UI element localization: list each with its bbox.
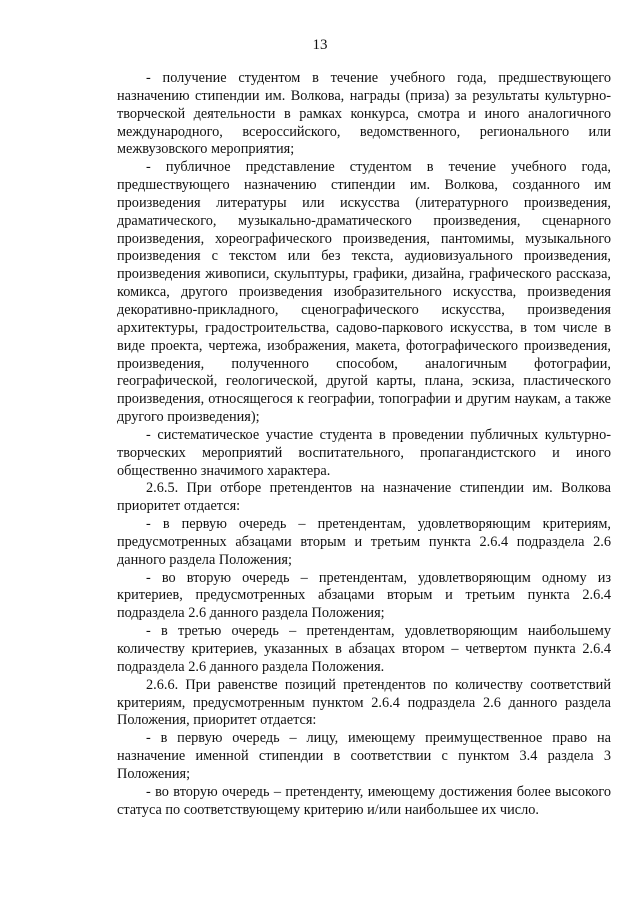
paragraph-tie-first: - в первую очередь – лицу, имеющему преимущественное право на назначение именной стипендии в соответствии с пунктом 3.4 раздела 3 Положения; <box>117 730 611 782</box>
paragraph-priority-second: - во вторую очередь – претендентам, удовлетворяющим одному из критериев, предусмотренных абзацами вторым и третьим пункта 2.6.4 подраздела 2.6 данного раздела Положения; <box>117 569 611 622</box>
paragraph-clause-2-6-5: 2.6.5. При отборе претендентов на назначение стипендии им. Волкова приоритет отдается: <box>117 480 611 515</box>
paragraph-clause-2-6-6: 2.6.6. При равенстве позиций претендентов по количеству соответствий критериям, предусмотренным пунктом 2.6.4 подраздела 2.6 данного раздела Положения, приоритет отдается: <box>117 676 611 729</box>
paragraph-public-presentation-criterion: - публичное представление студентом в течение учебного года, предшествующего назначению стипендии им. Волкова, созданного им произведения литературы или искусства (литературного произведения, драматического, музыкально-драматического произведения, сценарного произведения, хореографического произведения, пантомимы, музыкального произведения с текстом или без текста, аудиовизуального произведения, произведения живописи, скульптуры, графики, дизайна, графического рассказа, комикса, другого произведения изобразительного искусства, произведения декоративно-прикладного, сценографического искусства, произведения архитектуры, градостроительства, садово-паркового искусства, в том числе в виде проекта, чертежа, изображения, макета, фотографического произведения, произведения, полученного способом, аналогичным фотографии, географической, геологической, другой карты, плана, эскиза, пластического произведения, относящегося к географии, топографии и другим наукам, а также другого произведения); <box>117 159 611 426</box>
paragraph-systematic-participation-criterion: - систематическое участие студента в проведении публичных культурно-творческих мероприятий воспитательного, пропагандистского и иного общественно значимого характера. <box>117 426 611 479</box>
document-body <box>117 70 611 819</box>
paragraph-tie-second: - во вторую очередь – претенденту, имеющему достижения более высокого статуса по соответствующему критерию и/или наибольшее их число. <box>117 783 611 818</box>
paragraph-priority-third: - в третью очередь – претендентам, удовлетворяющим наибольшему количеству критериев, указанных в абзацах втором – четвертом пункта 2.6.4 подраздела 2.6 данного раздела Положения. <box>117 623 611 675</box>
paragraph-priority-first: - в первую очередь – претендентам, удовлетворяющим критериям, предусмотренных абзацами вторым и третьим пункта 2.6.4 подраздела 2.6 данного раздела Положения; <box>117 516 611 568</box>
paragraph-award-criterion: - получение студентом в течение учебного года, предшествующего назначению стипендии им. Волкова, награды (приза) за результаты культурно-творческой деятельности в рамках конкурса, смотра и иного аналогичного международного, всероссийского, ведомственного, регионального или межвузовского мероприятия; <box>117 70 611 158</box>
page-number: 13 <box>312 37 328 53</box>
